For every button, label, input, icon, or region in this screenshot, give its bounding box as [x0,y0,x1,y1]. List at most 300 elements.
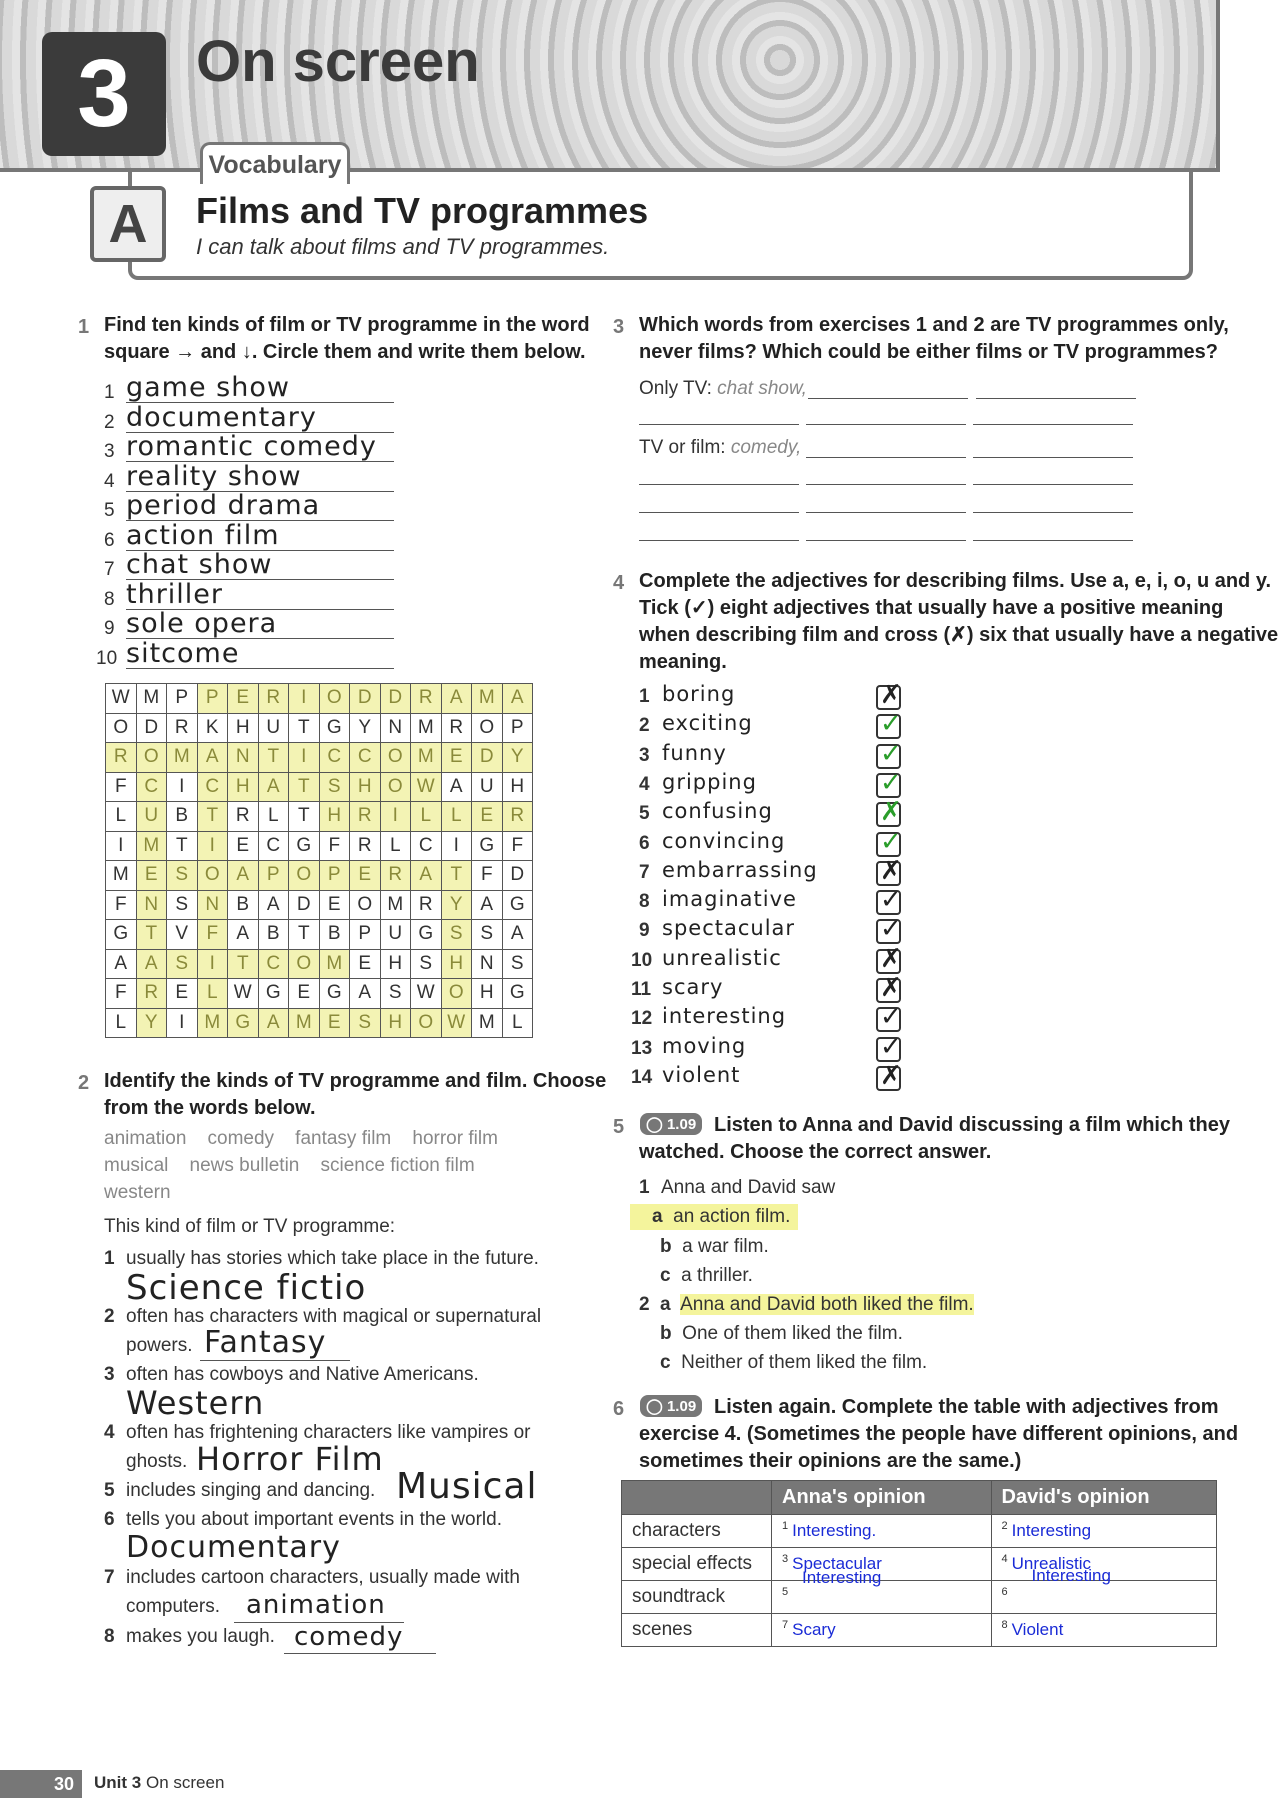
grid-cell[interactable]: R [502,802,533,832]
grid-cell[interactable]: P [350,920,381,950]
grid-cell[interactable]: I [289,743,320,773]
word-square [105,683,533,1038]
grid-cell[interactable]: M [380,890,411,920]
grid-cell[interactable]: B [319,920,350,950]
grid-cell[interactable]: F [106,979,137,1009]
ex1-answer: sitcome [126,637,240,669]
grid-cell[interactable]: I [167,772,198,802]
grid-cell[interactable]: M [472,684,503,714]
grid-cell[interactable]: A [228,920,259,950]
grid-cell[interactable]: G [502,979,533,1009]
word-bank-row [104,1155,475,1177]
word-bank-item: horror film [412,1128,498,1149]
ex2-answer-2: Fantasy [204,1325,327,1360]
grid-cell[interactable]: R [350,831,381,861]
grid-cell[interactable]: P [258,861,289,891]
grid-cell[interactable]: A [350,979,381,1009]
grid-cell[interactable]: I [380,802,411,832]
grid-cell[interactable]: W [411,979,442,1009]
tick-mark-icon: ✓ [880,1031,902,1062]
word-bank-item: fantasy film [295,1128,392,1149]
grid-cell[interactable]: D [136,713,167,743]
ex3-blank[interactable] [808,398,968,399]
tick-mark-icon: ✓ [880,738,902,769]
ex3-blank[interactable] [973,424,1133,425]
grid-cell[interactable]: T [167,831,198,861]
anna-cell[interactable] [772,1515,992,1548]
grid-cell[interactable]: N [228,743,259,773]
grid-cell[interactable]: M [106,861,137,891]
ex4-item-number: 14 [631,1066,653,1088]
grid-cell[interactable]: E [228,831,259,861]
grid-cell[interactable]: A [228,861,259,891]
q-num: 3 [104,1364,115,1385]
grid-cell[interactable]: G [228,1008,259,1038]
grid-cell[interactable]: T [228,949,259,979]
grid-cell[interactable]: M [136,831,167,861]
anna-answer: Scary [792,1620,836,1639]
q-num: 2 [104,1306,115,1327]
grid-cell[interactable]: G [289,831,320,861]
ex2-q3: often has cowboys and Native Americans. [126,1364,479,1385]
grid-cell[interactable]: A [136,949,167,979]
grid-cell[interactable]: N [197,890,228,920]
option-text: Anna and David both liked the film. [680,1294,974,1315]
tv-or-film-label: TV or film: [639,437,726,458]
david-cell[interactable] [991,1515,1216,1548]
ex4-adjective: imaginative [662,887,797,912]
ex3-blank[interactable] [806,540,966,541]
grid-cell[interactable]: H [441,949,472,979]
grid-cell[interactable]: A [502,920,533,950]
grid-cell[interactable]: A [197,743,228,773]
ex6-instruction-line: Listen again. Complete the table with adjectives from [714,1396,1219,1418]
grid-cell[interactable]: C [319,743,350,773]
ex2-answer-8: comedy [294,1622,404,1652]
grid-cell[interactable]: B [258,920,289,950]
ex4-adjective: interesting [662,1004,787,1029]
grid-cell[interactable]: I [441,831,472,861]
grid-cell[interactable]: M [411,713,442,743]
grid-cell[interactable]: T [441,861,472,891]
grid-cell[interactable]: T [289,772,320,802]
q-num: 6 [104,1509,115,1530]
grid-cell[interactable]: R [228,802,259,832]
ex3-blank[interactable] [806,424,966,425]
grid-cell[interactable]: T [289,802,320,832]
grid-cell[interactable]: H [350,772,381,802]
grid-cell[interactable]: E [289,979,320,1009]
grid-cell[interactable]: T [289,713,320,743]
grid-cell[interactable]: D [350,684,381,714]
david-answer-2: Interesting [1031,1566,1111,1585]
grid-cell[interactable]: C [350,743,381,773]
grid-cell[interactable]: H [228,713,259,743]
david-answer: Interesting [1011,1521,1092,1540]
grid-cell[interactable]: I [106,831,137,861]
ex1-answer: chat show [126,549,273,580]
ex6-instruction-line: sometimes their opinions are the same.) [639,1450,1022,1472]
grid-cell[interactable]: I [197,949,228,979]
grid-cell[interactable]: S [350,1008,381,1038]
ex4-adjective: embarrassing [662,857,818,882]
grid-cell[interactable]: P [502,713,533,743]
answer-line [200,1360,350,1361]
grid-cell[interactable]: F [197,920,228,950]
ex1-answer: documentary [126,401,317,433]
grid-cell[interactable]: P [167,684,198,714]
ex3-instruction-line: Which words from exercises 1 and 2 are TV programmes only, [639,314,1229,336]
grid-cell[interactable]: I [167,1008,198,1038]
grid-cell[interactable]: O [319,684,350,714]
grid-cell[interactable]: O [289,861,320,891]
grid-cell[interactable]: L [106,1008,137,1038]
ex3-blank[interactable] [639,540,799,541]
tick-mark-icon: ✓ [880,885,902,916]
grid-cell[interactable]: E [319,1008,350,1038]
grid-cell[interactable]: T [289,920,320,950]
grid-cell[interactable]: U [258,713,289,743]
ex1-instruction-line: square → and ↓. Circle them and write them below. [104,341,586,363]
grid-cell[interactable]: T [258,743,289,773]
grid-cell[interactable]: U [472,772,503,802]
grid-cell[interactable]: T [197,802,228,832]
word-bank-row [104,1128,498,1150]
grid-cell[interactable]: O [380,772,411,802]
ex4-item-number: 9 [639,920,650,942]
grid-cell[interactable]: O [197,861,228,891]
word-bank-item: musical [104,1155,169,1176]
ex4-item-number: 3 [639,744,650,766]
grid-cell[interactable]: H [319,802,350,832]
grid-cell[interactable]: F [106,772,137,802]
grid-cell[interactable]: R [106,743,137,773]
david-cell[interactable] [991,1548,1216,1585]
q-num: 7 [104,1567,115,1588]
grid-cell[interactable]: C [197,772,228,802]
ex3-blank[interactable] [639,512,799,513]
grid-cell[interactable]: O [350,890,381,920]
grid-cell[interactable]: G [411,920,442,950]
ex5-option-2c[interactable]: c Neither of them liked the film. [660,1352,928,1373]
cross-mark-icon: ✗ [880,943,902,974]
grid-cell[interactable]: R [441,713,472,743]
grid-cell[interactable]: G [319,979,350,1009]
grid-cell[interactable]: U [136,802,167,832]
grid-cell[interactable]: L [502,1008,533,1038]
grid-cell[interactable]: R [411,890,442,920]
ex3-blank[interactable] [973,484,1133,485]
grid-cell[interactable]: G [502,890,533,920]
grid-cell[interactable]: G [258,979,289,1009]
grid-cell[interactable]: S [441,920,472,950]
grid-cell[interactable]: E [136,861,167,891]
david-cell[interactable] [991,1581,1216,1614]
ex2-q1: usually has stories which take place in the future. [126,1248,539,1269]
grid-cell[interactable]: E [167,979,198,1009]
grid-cell[interactable]: A [258,890,289,920]
grid-cell[interactable]: W [106,684,137,714]
ex4-instruction-line: when describing film and cross (✗) six that usually have a negative [639,624,1279,646]
anna-cell[interactable] [772,1614,992,1647]
option-text: a thriller. [681,1265,753,1286]
grid-cell[interactable]: O [106,713,137,743]
grid-cell[interactable]: D [502,861,533,891]
table-header-anna: Anna's opinion [772,1481,992,1515]
header-banner [0,0,1220,172]
grid-cell[interactable]: Y [350,713,381,743]
grid-cell[interactable]: R [136,979,167,1009]
only-tv-label: Only TV: [639,378,712,399]
grid-cell[interactable]: C [411,831,442,861]
grid-cell[interactable]: Y [502,743,533,773]
grid-cell[interactable]: F [319,831,350,861]
cell-number: 3 [782,1553,789,1565]
ex5-q1: Anna and David saw [661,1177,836,1198]
audio-track-badge[interactable]: ◯ 1.09 [640,1113,702,1135]
grid-cell[interactable]: Y [136,1008,167,1038]
ex4-item-number: 5 [639,803,650,825]
grid-cell[interactable]: I [289,684,320,714]
grid-cell[interactable]: L [258,802,289,832]
grid-cell[interactable]: D [380,684,411,714]
ex5-option-2a[interactable]: a Anna and David both liked the film. [660,1294,974,1315]
grid-cell[interactable]: A [106,949,137,979]
grid-cell[interactable]: G [472,831,503,861]
anna-answer: Spectacular [792,1554,882,1573]
grid-cell[interactable]: F [472,861,503,891]
grid-cell[interactable]: O [472,713,503,743]
ex2-answer-4: Horror Film [196,1440,384,1478]
ex3-blank[interactable] [806,512,966,513]
grid-cell[interactable]: M [289,1008,320,1038]
grid-cell[interactable]: R [167,713,198,743]
grid-cell[interactable]: L [197,979,228,1009]
lesson-letter: A [90,186,166,262]
grid-cell[interactable]: R [258,684,289,714]
tick-mark-icon: ✓ [880,709,902,740]
ex5-option-1a[interactable]: a an action film. [630,1204,798,1230]
grid-cell[interactable]: H [228,772,259,802]
grid-cell[interactable]: S [472,920,503,950]
david-cell[interactable] [991,1614,1216,1647]
grid-cell[interactable]: M [319,949,350,979]
ex2-q2-cont: powers. [126,1335,193,1356]
grid-cell[interactable]: O [136,743,167,773]
grid-cell[interactable]: O [380,743,411,773]
ex2-answer-5: Musical [396,1466,538,1507]
ex4-adjective: convincing [662,828,786,853]
ex6-instruction [639,1421,1238,1475]
grid-cell[interactable]: F [106,890,137,920]
ex1-answer: game show [126,372,290,403]
grid-cell[interactable]: S [167,861,198,891]
grid-cell[interactable]: W [441,1008,472,1038]
table-row [622,1515,1217,1548]
grid-cell[interactable]: V [167,920,198,950]
word-bank-item: animation [104,1128,187,1149]
grid-cell[interactable]: W [411,772,442,802]
grid-cell[interactable]: H [380,1008,411,1038]
ex1-item-number: 2 [104,411,115,433]
cell-number: 5 [782,1586,789,1598]
word-bank-item: science fiction film [320,1155,475,1176]
grid-cell[interactable]: D [289,890,320,920]
david-answer: Violent [1011,1620,1064,1639]
grid-cell[interactable]: A [441,684,472,714]
ex3-blank[interactable] [976,398,1136,399]
grid-cell[interactable]: E [472,802,503,832]
ex3-blank[interactable] [973,457,1133,458]
page-number: 30 [0,1770,82,1798]
grid-cell[interactable]: N [380,713,411,743]
grid-cell[interactable]: M [167,743,198,773]
ex3-instruction-line: never films? Which could be either films or TV programmes? [639,341,1219,363]
grid-cell[interactable]: U [380,920,411,950]
grid-cell[interactable]: H [472,979,503,1009]
grid-cell[interactable]: S [411,949,442,979]
anna-cell[interactable] [772,1581,992,1614]
ex1-item-number: 5 [104,500,115,521]
cross-mark-icon: ✗ [880,680,902,710]
ex4-item-number: 6 [639,832,650,854]
ex5-option-1b[interactable]: b a war film. [660,1236,769,1257]
ex2-q7: includes cartoon characters, usually made with [126,1567,520,1588]
grid-cell[interactable]: B [167,802,198,832]
grid-cell[interactable]: D [472,743,503,773]
ex2-q6: tells you about important events in the world. [126,1509,502,1530]
ex1-answer: thriller [126,578,224,610]
grid-cell[interactable]: M [472,1008,503,1038]
grid-cell[interactable]: S [319,772,350,802]
grid-cell[interactable]: C [136,772,167,802]
ex4-adjective: unrealistic [662,945,782,970]
ex2-q4: often has frightening characters like vampires or [126,1422,531,1443]
grid-cell[interactable]: A [258,1008,289,1038]
grid-cell[interactable]: A [441,772,472,802]
ex1-item-number: 6 [104,529,115,551]
grid-cell[interactable]: L [411,802,442,832]
grid-cell[interactable]: S [502,949,533,979]
grid-cell[interactable]: R [380,861,411,891]
ex3-blank[interactable] [806,457,966,458]
ex2-answer-1: Science fictio [126,1268,367,1308]
ex3-blank[interactable] [639,484,799,485]
grid-cell[interactable]: R [411,684,442,714]
grid-cell[interactable]: T [136,920,167,950]
grid-cell[interactable]: N [136,890,167,920]
ex2-q4-cont: ghosts. [126,1451,188,1472]
grid-cell[interactable]: L [441,802,472,832]
cross-mark-icon: ✗ [880,855,902,886]
cell-number: 6 [1001,1586,1008,1598]
row-label: scenes [622,1614,772,1647]
ex3-blank[interactable] [639,424,799,425]
grid-cell[interactable]: W [228,979,259,1009]
audio-track-badge[interactable]: ◯ 1.09 [640,1395,702,1417]
ex1-answer: reality show [126,460,302,492]
ex2-number: 2 [78,1072,90,1094]
grid-cell[interactable]: K [197,713,228,743]
grid-cell[interactable]: B [228,890,259,920]
grid-cell[interactable]: M [411,743,442,773]
grid-cell[interactable]: O [289,949,320,979]
grid-cell[interactable]: A [472,890,503,920]
q-num: 2 [639,1294,650,1315]
ex1-item-number: 7 [104,559,115,580]
row-label: special effects [622,1548,772,1581]
grid-cell[interactable]: P [319,861,350,891]
grid-cell[interactable]: M [136,684,167,714]
grid-cell[interactable]: S [167,949,198,979]
grid-cell[interactable]: L [106,802,137,832]
ex1-answer: romantic comedy [126,431,377,462]
grid-cell[interactable]: P [197,684,228,714]
q-num: 1 [639,1177,650,1198]
ex5-option-2b[interactable]: b One of them liked the film. [660,1323,903,1344]
grid-cell[interactable]: S [167,890,198,920]
grid-cell[interactable]: O [411,1008,442,1038]
ex3-blank[interactable] [973,540,1133,541]
ex5-option-1c[interactable]: c a thriller. [660,1265,753,1286]
grid-cell[interactable]: E [350,949,381,979]
grid-cell[interactable]: E [350,861,381,891]
grid-cell[interactable]: L [380,831,411,861]
ex3-blank[interactable] [973,512,1133,513]
q-num: 4 [104,1422,115,1443]
ex4-item-number: 7 [639,861,650,883]
anna-cell[interactable] [772,1548,992,1587]
footer-unit [94,1773,224,1793]
grid-cell[interactable]: A [411,861,442,891]
ex4-adjective: moving [662,1033,747,1058]
ex4-item-number: 4 [639,773,650,795]
table-row [622,1581,1217,1614]
grid-cell[interactable]: S [380,979,411,1009]
ex4-item-number: 1 [639,686,650,707]
grid-cell[interactable]: C [258,949,289,979]
grid-cell[interactable]: G [106,920,137,950]
grid-cell[interactable]: E [441,743,472,773]
row-label: characters [622,1515,772,1548]
grid-cell[interactable]: O [441,979,472,1009]
grid-cell[interactable]: A [258,772,289,802]
ex2-q5: includes singing and dancing. [126,1480,376,1501]
ex1-item-number: 9 [104,618,115,639]
grid-cell[interactable]: H [502,772,533,802]
grid-cell[interactable]: A [502,684,533,714]
ex2-lead: This kind of film or TV programme: [104,1216,396,1237]
unit-number: 3 [42,32,166,156]
grid-cell[interactable]: C [258,831,289,861]
ex1-number: 1 [78,316,90,338]
grid-cell[interactable]: E [319,890,350,920]
ex1-instruction [104,312,590,366]
grid-cell[interactable]: N [472,949,503,979]
ex1-item-number: 1 [104,382,115,403]
grid-cell[interactable]: R [350,802,381,832]
ex3-blank[interactable] [806,484,966,485]
grid-cell[interactable]: M [197,1008,228,1038]
cross-mark-icon: ✗ [880,1060,902,1091]
only-tv-example: chat show, [717,378,807,399]
grid-cell[interactable]: H [380,949,411,979]
grid-cell[interactable]: F [502,831,533,861]
grid-cell[interactable]: I [197,831,228,861]
grid-cell[interactable]: E [228,684,259,714]
grid-cell[interactable]: Y [441,890,472,920]
grid-cell[interactable]: G [319,713,350,743]
